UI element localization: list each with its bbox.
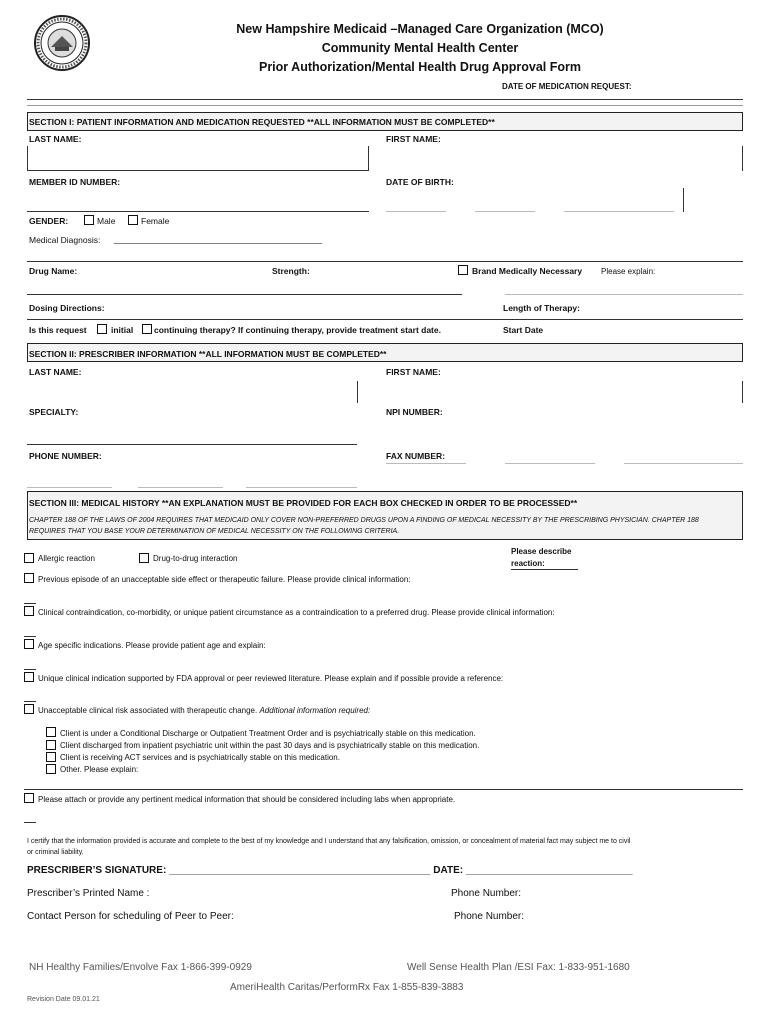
form-title-line1: New Hampshire Medicaid –Managed Care Organization (MCO) <box>236 22 604 36</box>
date-field[interactable]: : ______________________________ <box>459 865 633 876</box>
drug-interaction-checkbox[interactable] <box>139 553 149 563</box>
allergic-reaction-checkbox[interactable] <box>24 553 34 563</box>
sub-act-services-label: Client is receiving ACT services and is psychiatrically stable on this medication. <box>60 753 340 762</box>
prescriber-last-name-field[interactable] <box>357 381 358 403</box>
chapter-188-text-2: REQUIRES THAT YOU BASE YOUR DETERMINATION OF MEDICAL NECESSITY ON THE FOLLOWING CRITERIA. <box>29 528 400 535</box>
prescriber-last-name-label: LAST NAME: <box>29 367 82 377</box>
describe-reaction-underline <box>511 569 578 570</box>
describe-reaction-label-1: Please describe <box>511 547 572 556</box>
request-continuing-checkbox[interactable] <box>142 324 152 334</box>
brand-necessary-checkbox[interactable] <box>458 265 468 275</box>
previous-episode-label: Previous episode of an unacceptable side effect or therapeutic failure. Please provide clinical information: <box>38 575 411 584</box>
section-3-title: SECTION III: MEDICAL HISTORY **AN EXPLANATION MUST BE PROVIDED FOR EACH BOX CHECKED IN ORDER TO BE PROCESSED** <box>29 498 578 508</box>
fda-marker <box>24 669 36 670</box>
strength-label: Strength: <box>272 266 310 276</box>
sub-other-label: Other. Please explain: <box>60 765 139 774</box>
form-title-line3: Prior Authorization/Mental Health Drug Approval Form <box>258 60 581 74</box>
chapter-188-text-1: CHAPTER 188 OF THE LAWS OF 2004 REQUIRES THAT MEDICAID ONLY COVER NON-PREFERRED DRUGS UPON A FINDING OF MEDICAL NECESSITY BY THE PRESCRIBING PHYSICIAN. CHAPTER 188 <box>29 517 699 524</box>
specialty-field[interactable] <box>27 444 357 445</box>
drug-interaction-label: Drug-to-drug interaction <box>153 554 238 563</box>
request-continuing-label: continuing therapy? If continuing therapy, provide treatment start date. <box>154 325 441 335</box>
certification-text-1: I certify that the information provided is accurate and complete to the best of my knowledge and I understand that any falsification, omission, or concealment of material fact may subject me to civil <box>27 838 631 845</box>
sub-discharge-order-checkbox[interactable] <box>46 727 56 737</box>
date-label: DATE <box>433 865 460 876</box>
dosing-field[interactable] <box>27 319 743 320</box>
brand-explain-label: Please explain: <box>601 267 656 276</box>
attach-divider <box>24 789 743 790</box>
revision-date: Revision Date 09.01.21 <box>27 996 100 1003</box>
request-initial-label: initial <box>111 325 134 335</box>
prescriber-first-name-field[interactable] <box>742 381 743 403</box>
dosing-directions-label: Dosing Directions: <box>29 303 105 313</box>
attach-info-checkbox[interactable] <box>24 793 34 803</box>
gender-label: GENDER: <box>29 216 69 226</box>
npi-label: NPI NUMBER: <box>386 407 443 417</box>
attach-info-label: Please attach or provide any pertinent medical information that should be considered including labs when appropriate. <box>38 795 456 804</box>
phone-number-1-label: Phone Number: <box>451 888 522 899</box>
date-of-request-label: DATE OF MEDICATION REQUEST: <box>502 82 632 91</box>
length-of-therapy-label: Length of Therapy: <box>503 303 580 313</box>
request-type-label: Is this request <box>29 325 87 335</box>
age-specific-checkbox[interactable] <box>24 639 34 649</box>
brand-necessary-label: Brand Medically Necessary <box>472 266 583 276</box>
form-title-line2: Community Mental Health Center <box>321 41 519 55</box>
patient-first-name-label: FIRST NAME: <box>386 134 441 144</box>
diagnosis-label: Medical Diagnosis: <box>29 235 101 245</box>
member-id-label: MEMBER ID NUMBER: <box>29 177 121 187</box>
dob-label: DATE OF BIRTH: <box>386 177 454 187</box>
fax-amerihealth: AmeriHealth Caritas/PerformRx Fax 1-855-839-3883 <box>230 982 464 993</box>
header-divider-2 <box>27 105 743 106</box>
certification-text-2: or criminal liability. <box>27 849 84 856</box>
age-marker <box>24 636 36 637</box>
drug-name-field[interactable] <box>27 294 462 295</box>
diagnosis-field[interactable]: ____________________________________________ <box>114 234 323 244</box>
phone-field-2[interactable] <box>138 487 223 488</box>
gender-female-checkbox[interactable] <box>128 215 138 225</box>
header-divider <box>27 99 743 100</box>
previous-episode-checkbox[interactable] <box>24 573 34 583</box>
sub-act-services-checkbox[interactable] <box>46 752 56 762</box>
dob-field-edge <box>683 188 684 212</box>
diagnosis-divider <box>27 261 743 262</box>
member-id-field[interactable] <box>27 190 369 212</box>
phone-field-3[interactable] <box>246 487 357 488</box>
clinical-risk-text: Unacceptable clinical risk associated with therapeutic change. <box>38 706 258 715</box>
contra-marker <box>24 603 36 604</box>
start-date-label: Start Date <box>503 325 544 335</box>
signature-row <box>27 865 633 876</box>
fax-number-label: FAX NUMBER: <box>386 451 446 461</box>
fda-indication-label: Unique clinical indication supported by FDA approval or peer reviewed literature. Please explain and if possible provide a reference: <box>38 674 504 683</box>
fax-field-2[interactable] <box>505 463 595 464</box>
sub-inpatient-label: Client discharged from inpatient psychiatric unit within the past 30 days and is psychiatrically stable on this medication. <box>60 741 480 750</box>
clinical-risk-required: Additional information required: <box>259 706 371 715</box>
signature-colon: : <box>162 865 167 876</box>
phone-number-label: PHONE NUMBER: <box>29 451 102 461</box>
section-2-title: SECTION II: PRESCRIBER INFORMATION **ALL INFORMATION MUST BE COMPLETED** <box>29 349 387 359</box>
dob-day-field[interactable] <box>475 211 535 212</box>
fax-nh-healthy-families: NH Healthy Families/Envolve Fax 1-866-399-0929 <box>29 962 252 973</box>
gender-male-checkbox[interactable] <box>84 215 94 225</box>
attach-marker <box>24 822 36 823</box>
contraindication-label: Clinical contraindication, co-morbidity, or unique patient circumstance as a contraindication to a preferred drug. Please provide clinical information: <box>38 608 555 617</box>
request-initial-checkbox[interactable] <box>97 324 107 334</box>
sub-other-checkbox[interactable] <box>46 764 56 774</box>
fax-field-1[interactable] <box>386 463 466 464</box>
state-seal-logo <box>33 14 91 72</box>
describe-reaction-label-2: reaction: <box>511 559 545 568</box>
dob-month-field[interactable] <box>386 211 446 212</box>
phone-number-2-label: Phone Number: <box>454 911 525 922</box>
clinical-risk-label <box>38 706 370 715</box>
gender-female-label: Female <box>141 216 170 226</box>
section-1-title: SECTION I: PATIENT INFORMATION AND MEDICATION REQUESTED **ALL INFORMATION MUST BE COMPLETED** <box>29 117 495 127</box>
gender-male-label: Male <box>97 216 116 226</box>
signature-field[interactable]: _______________________________________________ <box>169 865 431 876</box>
contact-person-label: Contact Person for scheduling of Peer to Peer: <box>27 911 234 922</box>
brand-explain-field[interactable] <box>505 294 743 295</box>
risk-marker <box>24 701 36 702</box>
sub-inpatient-checkbox[interactable] <box>46 740 56 750</box>
phone-field-1[interactable] <box>27 487 112 488</box>
fax-field-3[interactable] <box>624 463 743 464</box>
printed-name-label: Prescriber’s Printed Name : <box>27 888 150 899</box>
drug-name-label: Drug Name: <box>29 266 78 276</box>
fax-well-sense: Well Sense Health Plan /ESI Fax: 1-833-951-1680 <box>407 962 630 973</box>
clinical-risk-checkbox[interactable] <box>24 704 34 714</box>
patient-first-name-field[interactable] <box>385 146 743 171</box>
patient-last-name-label: LAST NAME: <box>29 134 82 144</box>
dob-year-field[interactable] <box>564 211 674 212</box>
contraindication-checkbox[interactable] <box>24 606 34 616</box>
fda-indication-checkbox[interactable] <box>24 672 34 682</box>
specialty-label: SPECIALTY: <box>29 407 79 417</box>
prescriber-first-name-label: FIRST NAME: <box>386 367 441 377</box>
sub-discharge-order-label: Client is under a Conditional Discharge or Outpatient Treatment Order and is psychiatrically stable on this medication. <box>60 729 476 738</box>
patient-last-name-field[interactable] <box>27 146 369 171</box>
age-specific-label: Age specific indications. Please provide patient age and explain: <box>38 641 266 650</box>
allergic-reaction-label: Allergic reaction <box>38 554 95 563</box>
signature-label: PRESCRIBER’S SIGNATURE <box>27 865 163 876</box>
